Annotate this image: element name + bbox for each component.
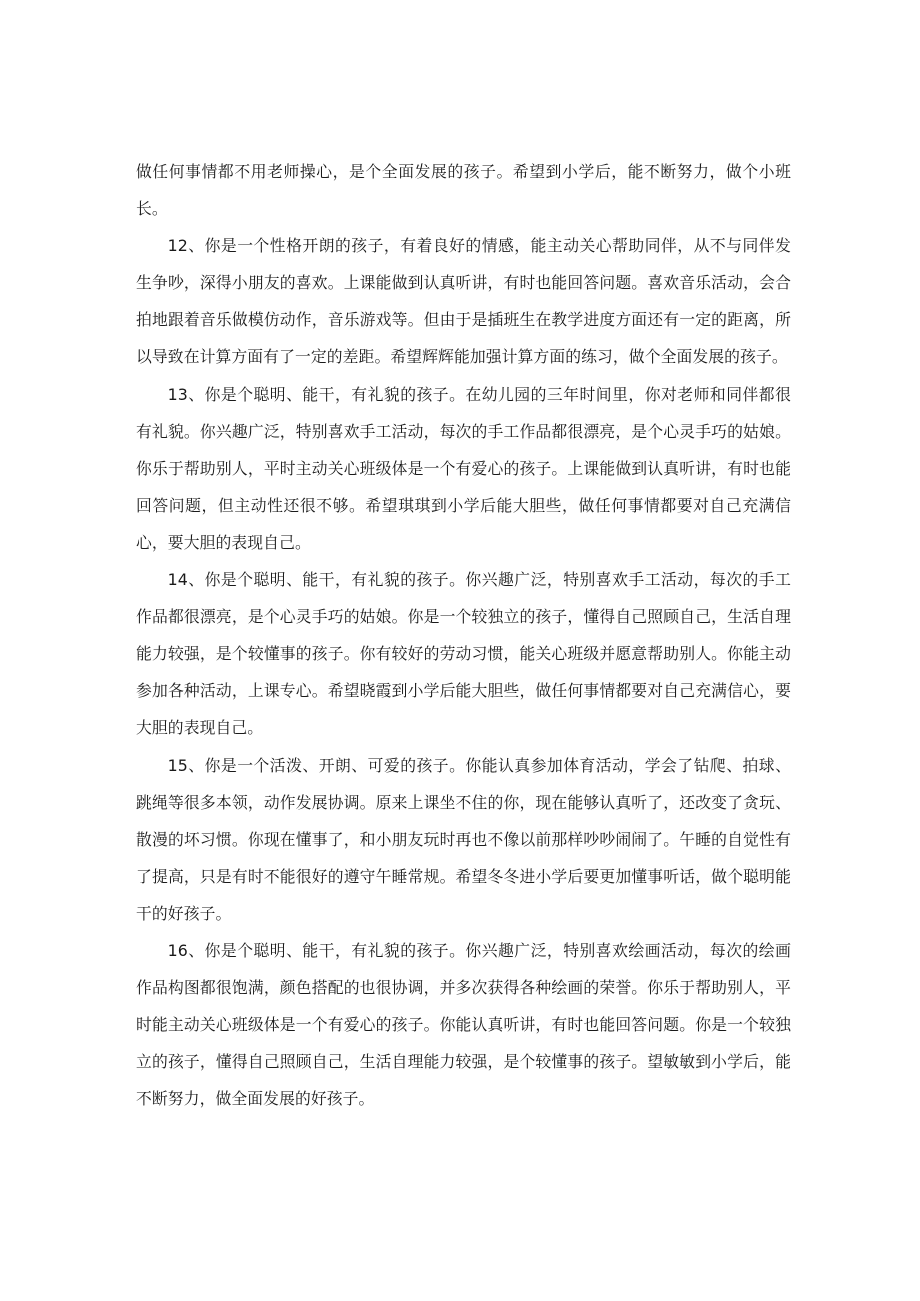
paragraph-comment-13: 13、你是个聪明、能干，有礼貌的孩子。在幼儿园的三年时间里，你对老师和同伴都很有礼貌。你兴趣广泛，特别喜欢手工活动，每次的手工作品都很漂亮，是个心灵手巧的姑娘。你乐于帮助别人，平时主动关心班级体是一个有爱心的孩子。上课能做到认真听讲，有时也能回答问题，但主动性还很不够。希望琪琪到小学后能大胆些，做任何事情都要对自己充满信心，要大胆的表现自己。 — [136, 384, 791, 552]
paragraph-comment-14: 14、你是个聪明、能干，有礼貌的孩子。你兴趣广泛，特别喜欢手工活动，每次的手工作品都很漂亮，是个心灵手巧的姑娘。你是一个较独立的孩子，懂得自己照顾自己，生活自理能力较强，是个较懂事的孩子。你有较好的劳动习惯，能关心班级并愿意帮助别人。你能主动参加各种活动，上课专心。希望晓霞到小学后能大胆些，做任何事情都要对自己充满信心，要大胆的表现自己。 — [136, 570, 791, 738]
document-body — [136, 153, 791, 1117]
paragraph-continuation: 做任何事情都不用老师操心，是个全面发展的孩子。希望到小学后，能不断努力，做个小班长。 — [136, 162, 791, 219]
paragraph-comment-16: 16、你是个聪明、能干，有礼貌的孩子。你兴趣广泛，特别喜欢绘画活动，每次的绘画作品构图都很饱满，颜色搭配的也很协调，并多次获得各种绘画的荣誉。你乐于帮助别人，平时能主动关心班级体是一个有爱心的孩子。你能认真听讲，有时也能回答问题。你是一个较独立的孩子，懂得自己照顾自己，生活自理能力较强，是个较懂事的孩子。望敏敏到小学后，能不断努力，做全面发展的好孩子。 — [136, 940, 791, 1109]
paragraph-comment-15: 15、你是一个活泼、开朗、可爱的孩子。你能认真参加体育活动，学会了钻爬、拍球、跳绳等很多本领，动作发展协调。原来上课坐不住的你，现在能够认真听了，还改变了贪玩、散漫的坏习惯。你现在懂事了，和小朋友玩时再也不像以前那样吵吵闹闹了。午睡的自觉性有了提高，只是有时不能很好的遵守午睡常规。希望冬冬进小学后要更加懂事听话，做个聪明能干的好孩子。 — [136, 755, 791, 923]
paragraph-comment-12: 12、你是一个性格开朗的孩子，有着良好的情感，能主动关心帮助同伴，从不与同伴发生争吵，深得小朋友的喜欢。上课能做到认真听讲，有时也能回答问题。喜欢音乐活动，会合拍地跟着音乐做模仿动作，音乐游戏等。但由于是插班生在教学进度方面还有一定的距离，所以导致在计算方面有了一定的差距。希望辉辉能加强计算方面的练习，做个全面发展的孩子。 — [136, 236, 791, 367]
